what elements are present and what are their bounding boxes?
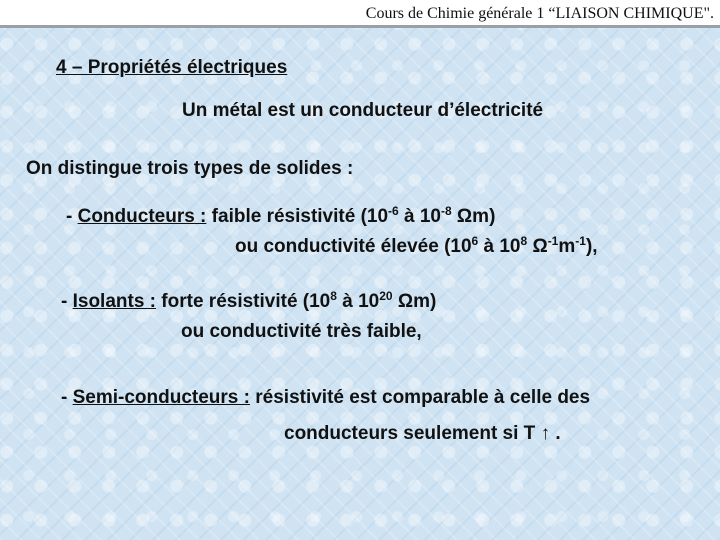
conductors-l1-c: Ωm) xyxy=(451,206,496,227)
conductors-l2-b: à 10 xyxy=(478,236,521,257)
header-title: Cours de Chimie générale 1 “LIAISON CHIMIQUE". xyxy=(365,5,714,22)
insulators-l1-sup2: 20 xyxy=(379,289,393,303)
semiconductors-prefix: - xyxy=(61,387,73,408)
conductors-l2-sup3: -1 xyxy=(547,234,559,248)
up-arrow-icon: ↑ xyxy=(540,423,551,444)
conductors-l2-sup4: -1 xyxy=(575,234,586,248)
conductors-prefix: - xyxy=(66,206,78,227)
insulators-l1-a: forte résistivité (10 xyxy=(156,291,331,312)
conductors-l1-b: à 10 xyxy=(398,206,441,227)
conductors-l2-e: ), xyxy=(585,236,598,257)
semiconductors-l2: conducteurs seulement si T xyxy=(284,423,536,444)
section-title: 4 – Propriétés électriques xyxy=(56,57,288,78)
conductors-line-1 xyxy=(66,206,495,228)
insulators-l1-sup1: 8 xyxy=(330,289,337,303)
insulators-line-2: ou conductivité très faible, xyxy=(181,321,422,342)
conductors-l2-d: m xyxy=(558,236,576,257)
intro-text: On distingue trois types de solides : xyxy=(26,158,354,179)
conductors-l2-sup1: 6 xyxy=(471,234,479,248)
insulators-line-1 xyxy=(61,291,436,313)
conductors-l1-sup2: -8 xyxy=(440,204,452,218)
conductors-l2-c: Ω xyxy=(527,236,548,257)
insulators-label: Isolants : xyxy=(72,291,157,312)
insulators-prefix: - xyxy=(61,291,73,312)
conductors-l1-a: faible résistivité (10 xyxy=(206,206,389,227)
conductors-l1-sup1: -6 xyxy=(388,204,399,218)
slide-header xyxy=(0,0,720,28)
insulators-l1-b: à 10 xyxy=(336,291,380,312)
insulators-l1-c: Ωm) xyxy=(392,291,437,312)
conductors-line-2 xyxy=(235,236,598,258)
semiconductors-line-2 xyxy=(284,423,561,445)
semiconductors-line-1 xyxy=(61,387,590,409)
conductors-l2-a: ou conductivité élevée (10 xyxy=(235,236,472,257)
semiconductors-l1: résistivité est comparable à celle des xyxy=(249,387,591,408)
conductors-label: Conducteurs : xyxy=(77,206,207,227)
subtitle: Un métal est un conducteur d’électricité xyxy=(182,100,544,121)
semiconductors-end: . xyxy=(550,423,561,444)
semiconductors-label: Semi-conducteurs : xyxy=(72,387,250,408)
conductors-l2-sup2: 8 xyxy=(520,234,528,248)
